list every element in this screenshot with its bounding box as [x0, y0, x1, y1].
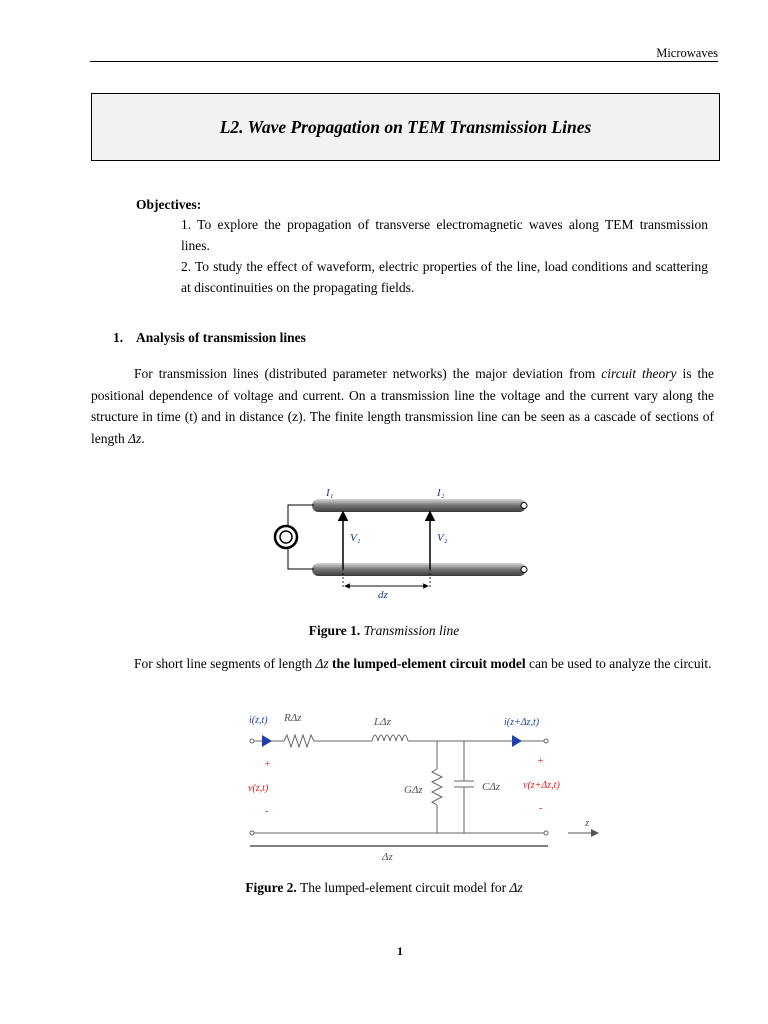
title-box — [91, 93, 720, 161]
running-header — [90, 46, 718, 62]
label-v1: V₁ — [350, 532, 361, 544]
paragraph-1-end: . — [141, 430, 145, 446]
label-r: RΔz — [284, 712, 302, 724]
figure-1-caption-text: Transmission line — [363, 623, 460, 638]
section-heading — [113, 330, 306, 346]
paragraph-2-text-b: can be used to analyze the circuit. — [525, 656, 712, 671]
label-minus-right: - — [539, 803, 543, 814]
label-i1: I₁ — [326, 487, 334, 499]
current-arrow-out — [512, 735, 522, 747]
current-arrow-in — [262, 735, 272, 747]
section-number: 1. — [113, 330, 124, 345]
label-plus-left: + — [264, 759, 271, 770]
figure-1-transmission-line — [270, 478, 540, 603]
label-i2: I₂ — [437, 487, 445, 499]
paragraph-1-text-b: is the positional dependence of voltage and current. On a transmission line the voltage and the current vary along the structure in time (t) and in distance (z). The finite length transmission line can be seen as a cascade of sections of length — [91, 366, 714, 446]
label-v2: V₂ — [437, 532, 448, 544]
paragraph-1-italic: circuit theory — [601, 366, 677, 381]
figure-2-caption — [0, 880, 768, 896]
paragraph-2-symbol: Δz — [315, 656, 329, 671]
objective-item-1: 1. To explore the propagation of transverse electromagnetic waves along TEM transmission lines. — [181, 217, 708, 253]
label-dz: Δz — [382, 851, 393, 863]
figure-2-lumped-circuit — [240, 705, 610, 865]
paragraph-2 — [91, 653, 714, 675]
paragraph-2-text-a: For short line segments of length — [134, 656, 316, 671]
paragraph-2-bold: the lumped-element circuit model — [328, 656, 526, 671]
top-conductor — [312, 499, 526, 512]
figure-2-caption-symbol: Δz — [509, 880, 523, 895]
objective-item-2: 2. To study the effect of waveform, electric properties of the line, load conditions and scattering at discontinuities on the propagating fields. — [181, 259, 708, 295]
figure-2-caption-text: The lumped-element circuit model for — [299, 880, 510, 895]
resistor-r — [284, 735, 314, 747]
figure-1-caption-label: Figure 1. — [308, 623, 361, 638]
label-plus-right: + — [537, 756, 544, 767]
label-minus-left: - — [265, 806, 269, 817]
label-i-in: i(z,t) — [249, 715, 268, 726]
figure-2-caption-label: Figure 2. — [245, 880, 297, 895]
page-number: 1 — [397, 944, 403, 958]
objectives-heading: Objectives: — [136, 197, 202, 212]
source-icon — [275, 526, 297, 548]
label-c: CΔz — [482, 781, 501, 793]
paragraph-1-text-a: For transmission lines (distributed parameter networks) the major deviation from — [134, 366, 602, 381]
paragraph-1-symbol: Δz — [128, 430, 142, 446]
conductance-g — [432, 769, 442, 805]
section-title: Analysis of transmission lines — [136, 330, 306, 345]
label-dz: dz — [378, 589, 388, 601]
label-v-in: v(z,t) — [248, 783, 269, 794]
label-g: GΔz — [404, 784, 423, 796]
label-v-out: v(z+Δz,t) — [523, 780, 560, 791]
label-l: LΔz — [374, 716, 391, 728]
figure-1-caption — [0, 623, 768, 639]
bottom-conductor — [312, 563, 526, 576]
label-i-out: i(z+Δz,t) — [504, 717, 540, 728]
inductor-l — [372, 735, 408, 741]
header-text: Microwaves — [656, 46, 718, 60]
document-title: L2. Wave Propagation on TEM Transmission Lines — [219, 116, 592, 137]
paragraph-1 — [91, 363, 714, 449]
label-z-axis: z — [585, 817, 590, 829]
